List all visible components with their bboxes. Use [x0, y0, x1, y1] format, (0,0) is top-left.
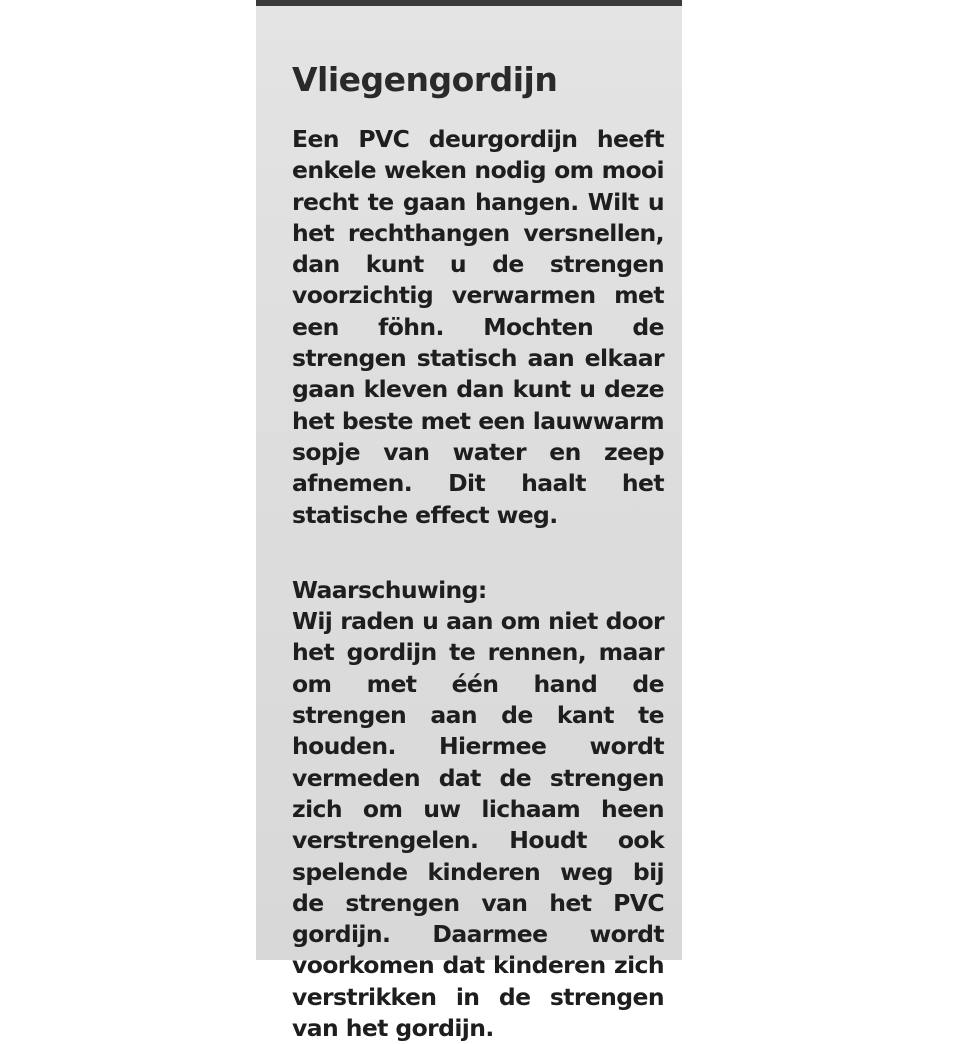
leaflet-title: Vliegengordijn — [292, 60, 558, 99]
warning-heading: Waarschuwing: — [292, 575, 487, 604]
leaflet-content — [292, 58, 664, 1044]
instructions-paragraph: Een PVC deurgordijn heeft enkele weken nodig om mooi recht te gaan hangen. Wilt u het rechthangen versnellen, dan kunt u de strengen voorzichtig verwarmen met een föhn. Mochten de strengen statisch aan elkaar gaan kleven dan kunt u deze het beste met een lauwwarm sopje van water en zeep afnemen. Dit haalt het statische effect weg. — [292, 125, 664, 529]
paper-top-edge — [256, 0, 682, 6]
warning-paragraph: Wij raden u aan om niet door het gordijn te rennen, maar om met één hand de strengen aan de kant te houden. Hiermee wordt vermeden dat de strengen zich om uw lichaam heen verstrengelen. Houdt ook spelende kinderen weg bij de strengen van het PVC gordijn. Daarmee wordt voorkomen dat kinderen zich verstrikken in de strengen van het gordijn. — [292, 607, 664, 1043]
printed-leaflet — [256, 0, 682, 1043]
